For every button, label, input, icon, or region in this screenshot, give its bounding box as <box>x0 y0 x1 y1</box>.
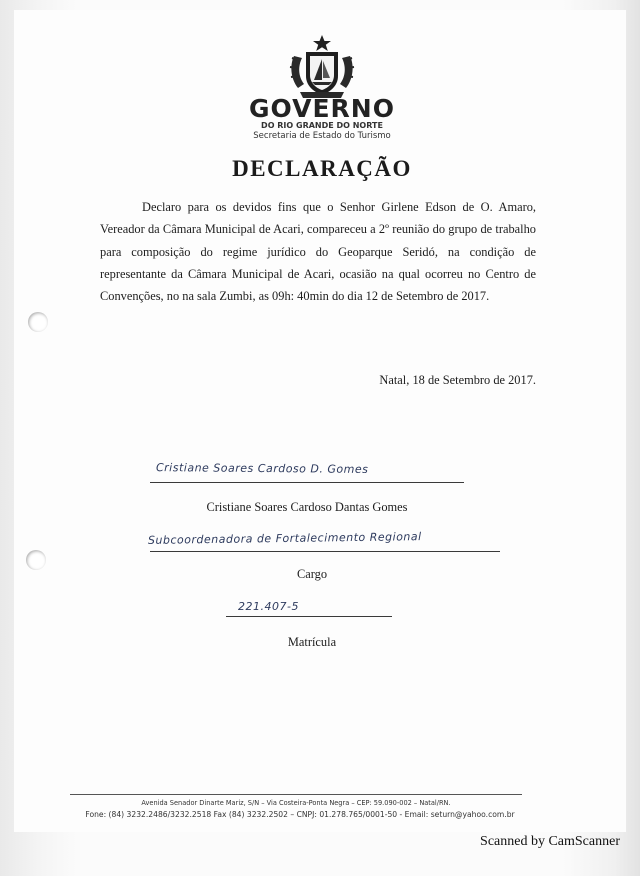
registration-caption: Matrícula <box>287 635 337 649</box>
punch-hole <box>28 312 48 332</box>
scanner-watermark: Scanned by CamScanner <box>480 834 620 849</box>
logo-subtitle: DO RIO GRANDE DO NORTE <box>261 121 383 130</box>
signer-printed-name: Cristiane Soares Cardoso Dantas Gomes <box>206 500 408 514</box>
footer-rule <box>70 794 522 795</box>
date-line: Natal, 18 de Setembro de 2017. <box>379 373 536 387</box>
footer-address: Avenida Senador Dinarte Mariz, S/N – Via Costeira-Ponta Negra – CEP: 59.090-002 – Natal/RN. <box>141 799 451 807</box>
logo-wordmark: GOVERNO <box>249 94 395 123</box>
declaration-body: Declaro para os devidos fins que o Senhor Girlene Edson de O. Amaro, Vereador da Câmara Municipal de Acari, compareceu a 2º reunião do grupo de trabalho para composição do regime jurídico do Geoparque Seridó, na condição de representante da Câmara Municipal de Acari, ocasião na qual ocorreu no Centro de Convenções, no na sala Zumbi, as 09h: 40min do dia 12 de Setembro de 2017. <box>100 200 536 304</box>
handwritten-role: Subcoordenadora de Fortalecimento Regional <box>147 530 422 547</box>
punch-hole <box>26 550 46 570</box>
state-crest-icon <box>286 34 358 100</box>
secretariat-name: Secretaria de Estado do Turismo <box>253 131 391 141</box>
role-caption: Cargo <box>296 567 328 581</box>
signature-line <box>150 482 464 483</box>
footer-contacts: Fone: (84) 3232.2486/3232.2518 Fax (84) 3232.2502 – CNPJ: 01.278.765/0001-50 - Email: seturn@yahoo.com.br <box>85 810 515 819</box>
registration-line <box>226 616 392 617</box>
document-title: DECLARAÇÃO <box>232 156 412 181</box>
handwritten-signature: Cristiane Soares Cardoso D. Gomes <box>155 461 369 476</box>
handwritten-registration: 221.407-5 <box>238 600 299 613</box>
role-line <box>150 551 500 552</box>
